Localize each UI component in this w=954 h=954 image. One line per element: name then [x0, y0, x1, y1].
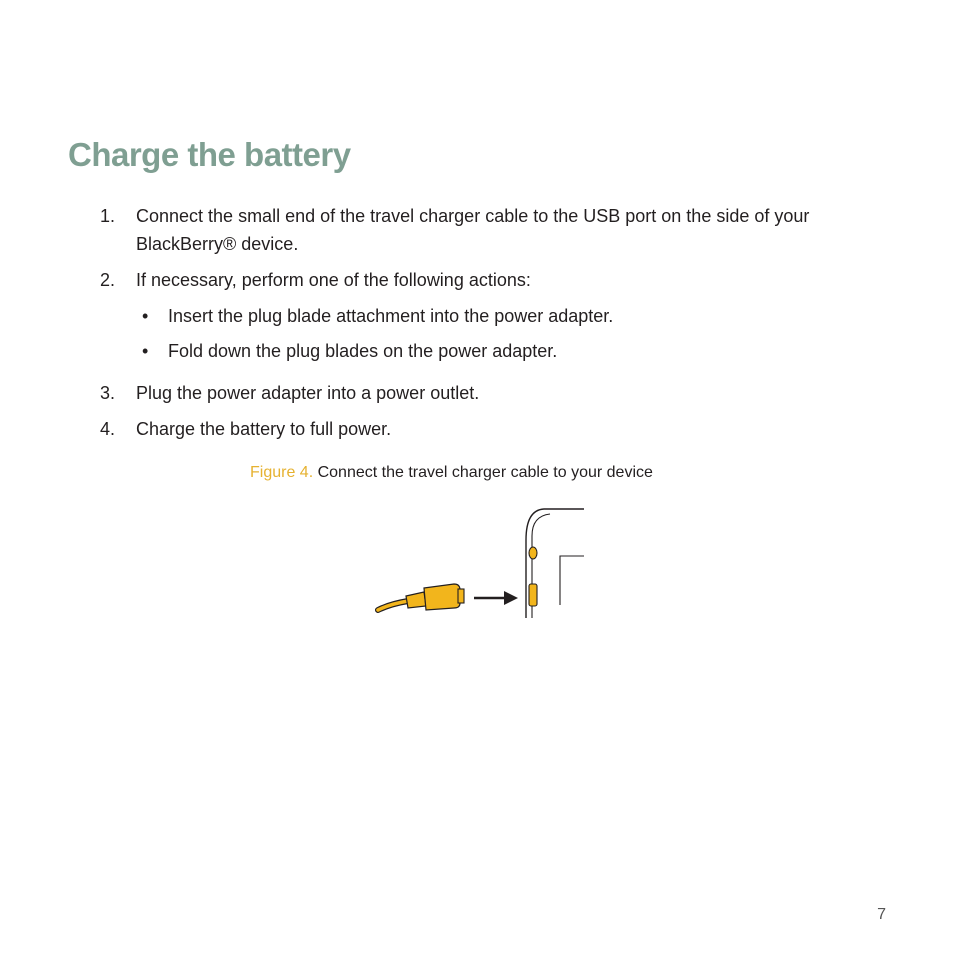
- step-number: 1.: [100, 206, 116, 226]
- figure-label: Figure 4.: [250, 464, 314, 481]
- sub-step-text: Insert the plug blade attachment into the power adapter.: [168, 306, 614, 326]
- step-text: Connect the small end of the travel charger cable to the USB port on the side of your BlackBerry® device.: [136, 206, 810, 254]
- charger-illustration: [372, 500, 592, 624]
- step-1: [100, 202, 900, 258]
- usb-port-icon: [529, 584, 537, 606]
- figure-caption: [250, 464, 653, 482]
- step-3: [100, 379, 900, 407]
- sub-steps-list: [136, 302, 900, 365]
- step-2: [100, 266, 900, 365]
- step-text: Charge the battery to full power.: [136, 419, 392, 439]
- page-number: 7: [877, 906, 886, 923]
- step-text: Plug the power adapter into a power outlet.: [136, 383, 480, 403]
- page-title: Charge the battery: [68, 136, 351, 173]
- step-4: [100, 415, 900, 443]
- sub-step-1: [136, 302, 900, 330]
- arrow-right-icon: [504, 591, 518, 605]
- bullet: •: [142, 306, 149, 326]
- step-text: If necessary, perform one of the following actions:: [136, 270, 531, 290]
- usb-connector-tip: [458, 589, 464, 603]
- device-button-icon: [529, 547, 537, 559]
- sub-step-text: Fold down the plug blades on the power adapter.: [168, 341, 558, 361]
- step-number: 3.: [100, 383, 116, 403]
- step-number: 2.: [100, 270, 116, 290]
- sub-step-2: [136, 337, 900, 365]
- cable-strain-relief: [406, 592, 426, 608]
- usb-connector-icon: [424, 584, 460, 610]
- step-number: 4.: [100, 419, 116, 439]
- bullet: •: [142, 341, 149, 361]
- steps-list: [100, 202, 900, 451]
- device-screen-edge: [560, 556, 584, 605]
- figure-caption-text: Connect the travel charger cable to your device: [317, 464, 653, 481]
